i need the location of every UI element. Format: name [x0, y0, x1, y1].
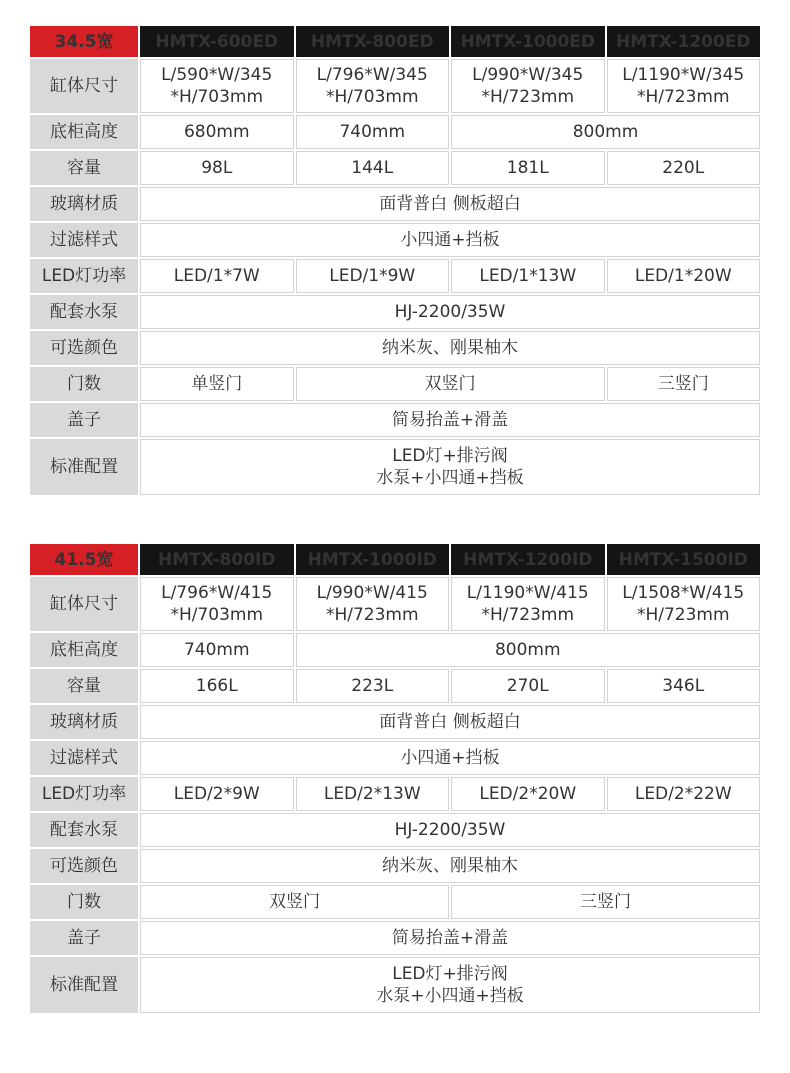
lid-row	[30, 403, 760, 437]
size-line: *H/723mm	[481, 87, 575, 107]
size-line: L/796*W/415	[161, 583, 273, 603]
led-cell: LED/1*7W	[140, 259, 294, 293]
pump-row	[30, 813, 760, 847]
capacity-row	[30, 151, 760, 185]
tank-size-cell	[140, 59, 294, 113]
model-header: HMTX-1500ID	[607, 544, 761, 575]
capacity-cell: 98L	[140, 151, 294, 185]
capacity-row	[30, 669, 760, 703]
size-line: L/796*W/345	[316, 65, 428, 85]
led-cell: LED/1*13W	[451, 259, 605, 293]
size-line: *H/703mm	[170, 87, 264, 107]
row-label: 可选颜色	[30, 331, 138, 365]
colors-row	[30, 849, 760, 883]
tank-size-cell	[296, 577, 450, 631]
row-label: 底柜高度	[30, 633, 138, 667]
size-line: L/590*W/345	[161, 65, 273, 85]
filter-cell: 小四通+挡板	[140, 223, 760, 257]
colors-cell: 纳米灰、刚果柚木	[140, 849, 760, 883]
tank-size-row	[30, 59, 760, 113]
model-header: HMTX-1200ED	[607, 26, 761, 57]
glass-cell: 面背普白 侧板超白	[140, 705, 760, 739]
doors-cell: 双竖门	[140, 885, 449, 919]
glass-cell: 面背普白 侧板超白	[140, 187, 760, 221]
row-label: 盖子	[30, 921, 138, 955]
colors-row	[30, 331, 760, 365]
tank-size-cell	[607, 577, 761, 631]
row-label: 玻璃材质	[30, 705, 138, 739]
model-header: HMTX-800ED	[296, 26, 450, 57]
cabinet-height-row	[30, 115, 760, 149]
table-header-row	[30, 544, 760, 575]
standard-line: LED灯+排污阀	[392, 446, 508, 466]
size-line: L/1190*W/345	[622, 65, 745, 85]
glass-row	[30, 187, 760, 221]
size-line: *H/723mm	[636, 605, 730, 625]
model-header: HMTX-1000ID	[296, 544, 450, 575]
doors-cell: 三竖门	[451, 885, 760, 919]
lid-cell: 简易抬盖+滑盖	[140, 403, 760, 437]
pump-cell: HJ-2200/35W	[140, 813, 760, 847]
doors-row	[30, 367, 760, 401]
standard-line: 水泵+小四通+挡板	[376, 986, 524, 1006]
led-cell: LED/2*22W	[607, 777, 761, 811]
led-cell: LED/2*20W	[451, 777, 605, 811]
row-label: 标准配置	[30, 957, 138, 1013]
capacity-cell: 270L	[451, 669, 605, 703]
standard-row	[30, 957, 760, 1013]
model-header: HMTX-600ED	[140, 26, 294, 57]
cabinet-height-cell: 800mm	[451, 115, 760, 149]
led-cell: LED/2*9W	[140, 777, 294, 811]
size-line: *H/703mm	[170, 605, 264, 625]
capacity-cell: 220L	[607, 151, 761, 185]
filter-row	[30, 223, 760, 257]
pump-cell: HJ-2200/35W	[140, 295, 760, 329]
doors-row	[30, 885, 760, 919]
spec-table-34-5	[28, 24, 762, 497]
doors-cell: 双竖门	[296, 367, 605, 401]
standard-cell	[140, 439, 760, 495]
filter-cell: 小四通+挡板	[140, 741, 760, 775]
tank-size-cell	[607, 59, 761, 113]
doors-cell: 单竖门	[140, 367, 294, 401]
row-label: 底柜高度	[30, 115, 138, 149]
tank-size-cell	[140, 577, 294, 631]
row-label: 门数	[30, 367, 138, 401]
spec-table-41-5	[28, 542, 762, 1015]
standard-line: 水泵+小四通+挡板	[376, 468, 524, 488]
size-line: *H/723mm	[636, 87, 730, 107]
led-row	[30, 777, 760, 811]
row-label: 过滤样式	[30, 741, 138, 775]
width-badge: 41.5宽	[30, 544, 138, 575]
tank-size-cell	[451, 577, 605, 631]
model-header: HMTX-1000ED	[451, 26, 605, 57]
filter-row	[30, 741, 760, 775]
capacity-cell: 166L	[140, 669, 294, 703]
doors-cell: 三竖门	[607, 367, 761, 401]
size-line: L/990*W/415	[316, 583, 428, 603]
lid-row	[30, 921, 760, 955]
tank-size-cell	[451, 59, 605, 113]
row-label: 标准配置	[30, 439, 138, 495]
cabinet-height-cell: 800mm	[296, 633, 761, 667]
cabinet-height-cell: 740mm	[296, 115, 450, 149]
capacity-cell: 346L	[607, 669, 761, 703]
led-cell: LED/1*9W	[296, 259, 450, 293]
led-row	[30, 259, 760, 293]
row-label: 容量	[30, 669, 138, 703]
row-label: 玻璃材质	[30, 187, 138, 221]
row-label: LED灯功率	[30, 259, 138, 293]
standard-cell	[140, 957, 760, 1013]
row-label: 配套水泵	[30, 295, 138, 329]
cabinet-height-cell: 740mm	[140, 633, 294, 667]
tank-size-row	[30, 577, 760, 631]
row-label: 门数	[30, 885, 138, 919]
colors-cell: 纳米灰、刚果柚木	[140, 331, 760, 365]
cabinet-height-cell: 680mm	[140, 115, 294, 149]
standard-row	[30, 439, 760, 495]
table-header-row	[30, 26, 760, 57]
model-header: HMTX-1200ID	[451, 544, 605, 575]
led-cell: LED/2*13W	[296, 777, 450, 811]
row-label: 缸体尺寸	[30, 59, 138, 113]
tank-size-cell	[296, 59, 450, 113]
pump-row	[30, 295, 760, 329]
standard-line: LED灯+排污阀	[392, 964, 508, 984]
led-cell: LED/1*20W	[607, 259, 761, 293]
row-label: 过滤样式	[30, 223, 138, 257]
row-label: 盖子	[30, 403, 138, 437]
size-line: L/990*W/345	[472, 65, 584, 85]
glass-row	[30, 705, 760, 739]
size-line: *H/723mm	[325, 605, 419, 625]
capacity-cell: 181L	[451, 151, 605, 185]
model-header: HMTX-800ID	[140, 544, 294, 575]
row-label: 缸体尺寸	[30, 577, 138, 631]
size-line: L/1190*W/415	[466, 583, 589, 603]
row-label: 可选颜色	[30, 849, 138, 883]
size-line: L/1508*W/415	[622, 583, 745, 603]
capacity-cell: 223L	[296, 669, 450, 703]
cabinet-height-row	[30, 633, 760, 667]
lid-cell: 简易抬盖+滑盖	[140, 921, 760, 955]
capacity-cell: 144L	[296, 151, 450, 185]
row-label: 配套水泵	[30, 813, 138, 847]
row-label: LED灯功率	[30, 777, 138, 811]
size-line: *H/723mm	[481, 605, 575, 625]
size-line: *H/703mm	[325, 87, 419, 107]
width-badge: 34.5宽	[30, 26, 138, 57]
row-label: 容量	[30, 151, 138, 185]
